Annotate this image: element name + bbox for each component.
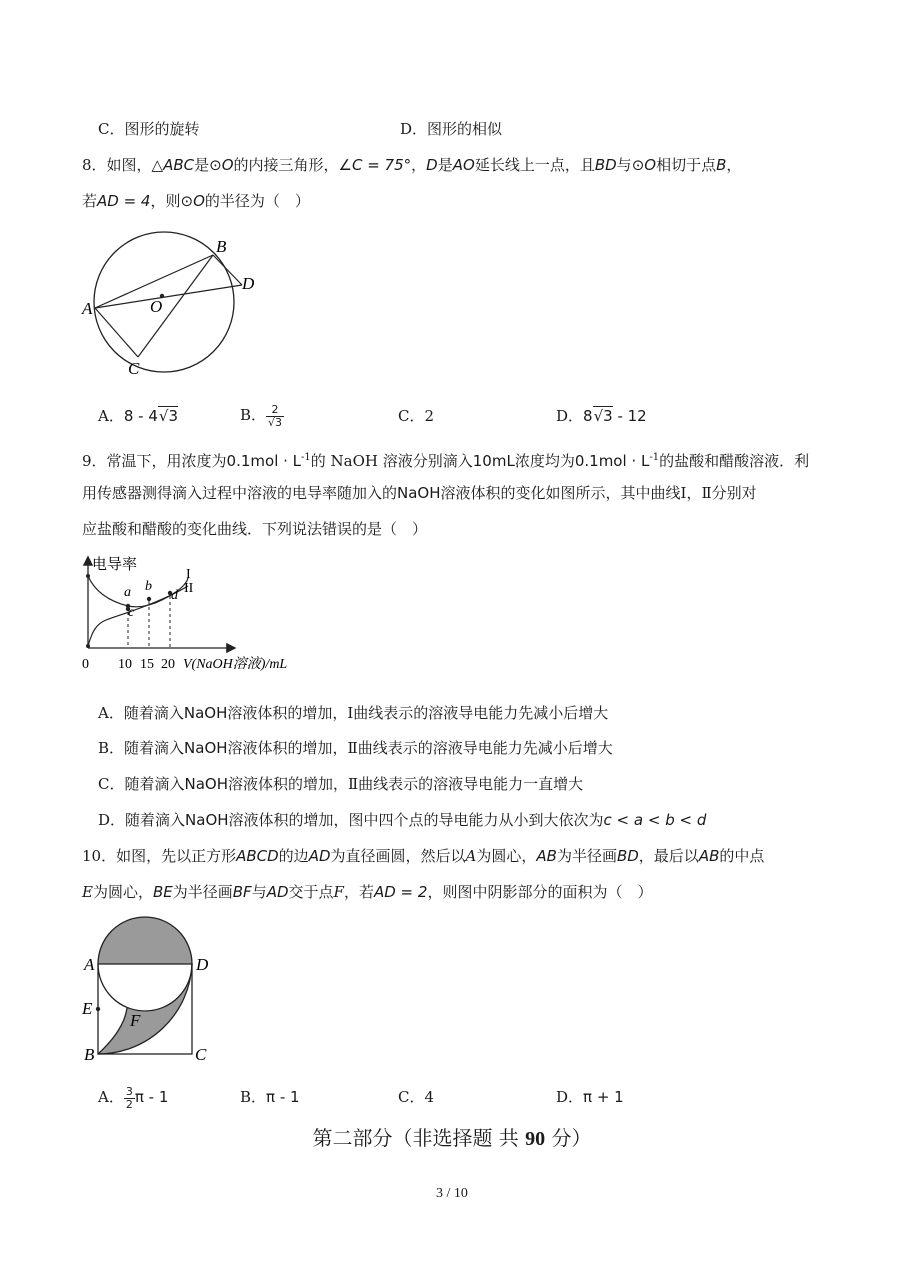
q9-origin: 0 <box>82 657 89 672</box>
q9-text: 9．常温下，用浓度为 <box>82 452 227 470</box>
q9-option-b-text: 溶液体积的增加，Ⅱ曲线表示的溶液导电能力先减小后增大 <box>227 739 613 757</box>
q10-option-b-value: π - 1 <box>266 1088 300 1106</box>
q8-option-a-radicand: 3 <box>168 407 178 425</box>
page-number: 3 / 10 <box>436 1186 468 1201</box>
q10-option-b-label: B． <box>240 1088 267 1106</box>
q9-concentration: 0.1mol · L <box>226 452 302 470</box>
q8-text: 的半径为（ ） <box>204 192 310 210</box>
q10-point-e: E <box>82 883 93 901</box>
q10-option-c <box>398 1086 434 1108</box>
q10-text: 为圆心， <box>476 847 537 865</box>
q8-option-d-radicand: 3 <box>603 407 613 425</box>
q8-ad-math: AD = 4 <box>97 192 151 210</box>
q10-text: 为半径画 <box>556 847 617 865</box>
q10-text: ，则图中阴影部分的面积为（ ） <box>427 883 653 901</box>
q9-naoh: NaOH <box>397 484 441 502</box>
q9-point-b-dot <box>147 597 151 601</box>
q8-text: 的内接三角形， <box>233 156 339 174</box>
q10-option-a-numerator: 3 <box>125 1084 133 1098</box>
q10-segment-ab: AB <box>536 847 557 865</box>
q9-option-c-text: 溶液体积的增加，Ⅱ曲线表示的溶液导电能力一直增大 <box>227 775 584 793</box>
q9-option-c-label: C．随着滴入 <box>98 775 185 793</box>
q8-option-b-fraction <box>266 404 284 429</box>
q9-label-b: b <box>145 579 152 594</box>
q10-label-f: F <box>130 1011 141 1030</box>
q9-option-d-label: D．随着滴入 <box>98 811 186 829</box>
q8-question-line1 <box>82 154 741 176</box>
q8-segment-bd: BD <box>594 156 617 174</box>
q10-text: 为半径画 <box>172 883 233 901</box>
q8-point-d: D <box>426 156 438 174</box>
q9-option-d-naoh: NaOH <box>185 811 229 829</box>
q8-option-c-label: C． <box>398 407 425 425</box>
section-heading-score: 90 <box>525 1128 546 1150</box>
q9-volume: 10mL <box>472 452 515 470</box>
q8-text: 延长线上一点，且 <box>474 156 595 174</box>
q8-option-b-radicand: 3 <box>275 415 283 429</box>
q9-option-b <box>98 737 613 759</box>
q8-text: 是 <box>437 156 453 174</box>
q9-option-c-naoh: NaOH <box>184 775 228 793</box>
q8-option-b-denominator: √3 <box>268 415 283 429</box>
q8-option-b <box>240 397 284 433</box>
q9-concentration: 0.1mol · L <box>574 452 650 470</box>
q9-label-c: c <box>128 605 135 620</box>
q9-superscript: -1 <box>649 452 660 463</box>
q9-option-a-naoh: NaOH <box>183 704 228 722</box>
q10-text: 的边 <box>278 847 309 865</box>
q8-text: 8．如图， <box>82 156 152 174</box>
q9-option-a <box>98 702 608 724</box>
q8-label-b: B <box>216 237 227 256</box>
q8-option-a <box>98 405 178 427</box>
q9-text: 的 NaOH 溶液分别滴入 <box>310 452 473 470</box>
q9-text: 浓度均为 <box>514 452 575 470</box>
q9-text: 用传感器测得滴入过程中溶液的电导率随加入的 <box>82 484 398 502</box>
q10-question-line1 <box>82 845 764 867</box>
q8-label-c: C <box>128 359 140 378</box>
q10-label-e: E <box>82 999 93 1018</box>
q10-option-a-label: A． <box>98 1088 124 1106</box>
q10-text: 为圆心， <box>92 883 153 901</box>
q10-option-a-fraction <box>124 1086 135 1111</box>
q8-line-ad <box>95 285 242 308</box>
q10-text: ，若 <box>343 883 374 901</box>
q9-question-line3: 应盐酸和醋酸的变化曲线．下列说法错误的是（ ） <box>82 520 428 538</box>
q8-label-d: D <box>242 274 255 293</box>
q9-option-b-naoh: NaOH <box>184 739 228 757</box>
q9-option-a-label: A．随着滴入 <box>98 704 184 722</box>
q10-option-d-label: D． <box>556 1088 584 1106</box>
q10-option-a-denominator: 2 <box>125 1097 133 1111</box>
q8-option-c <box>398 405 434 427</box>
q8-option-b-numerator: 2 <box>266 404 284 417</box>
q9-option-a-text: 溶液体积的增加，Ⅰ曲线表示的溶液导电能力先减小后增大 <box>227 704 609 722</box>
q9-label-curve-1: I <box>186 567 191 582</box>
q9-x-label: V(NaOH溶液)/mL <box>183 657 288 672</box>
q10-text: 的中点 <box>719 847 765 865</box>
q10-option-d <box>556 1086 624 1108</box>
q10-point-a: A <box>465 847 477 865</box>
q9-text: 的盐酸和醋酸溶液．利 <box>659 452 810 470</box>
q8-text: 若 <box>82 192 98 210</box>
q10-label-c: C <box>195 1045 207 1064</box>
q9-option-c <box>98 773 583 795</box>
q10-point-f: F <box>333 883 344 901</box>
q10-label-a: A <box>84 955 95 974</box>
q9-superscript: -1 <box>301 452 311 463</box>
q9-label-curve-2: II <box>184 581 194 596</box>
q10-label-d: D <box>196 955 209 974</box>
q8-text: ， <box>726 156 742 174</box>
q8-circle-math: ⊙O <box>209 156 234 174</box>
q10-label-b: B <box>84 1045 95 1064</box>
q8-option-d <box>556 405 647 427</box>
q9-curve-2-start <box>86 644 90 648</box>
q8-circle-figure <box>78 230 278 382</box>
q10-option-b <box>240 1086 300 1108</box>
q10-ad-math: AD = 2 <box>373 883 428 901</box>
q7-option-c: C．图形的旋转 <box>98 120 200 138</box>
q9-conductivity-chart <box>72 548 332 676</box>
q8-triangle-math: △ABC <box>151 156 195 174</box>
q9-label-d: d <box>171 588 178 603</box>
q8-circle-math: ⊙O <box>180 192 205 210</box>
q8-option-a-label: A． <box>98 407 124 425</box>
q8-text: ，则 <box>150 192 181 210</box>
q10-text: 10．如图，先以正方形 <box>82 847 237 865</box>
q10-segment-ab: AB <box>698 847 720 865</box>
section-heading-pre: 第二部分（非选择题 共 <box>312 1126 526 1150</box>
q9-tick-15: 15 <box>140 657 154 672</box>
q9-question-line2 <box>82 482 757 504</box>
q8-text: 相切于点 <box>656 156 717 174</box>
q8-option-c-value: 2 <box>424 407 435 425</box>
q8-circle-math: ⊙O <box>631 156 657 174</box>
q9-option-d <box>98 809 706 831</box>
q8-option-a-value: 8 - 4 <box>123 407 158 425</box>
q10-option-a-value: π - 1 <box>134 1088 169 1106</box>
section-heading <box>0 1124 904 1153</box>
q8-option-d-sqrt: √3 <box>593 407 613 425</box>
q8-circle <box>94 232 234 372</box>
q9-text: 溶液体积的变化如图所示，其中曲线Ⅰ，Ⅱ分别对 <box>440 484 757 502</box>
q10-text: 为直径画圆，然后以 <box>330 847 466 865</box>
q8-label-a: A <box>82 299 93 318</box>
q8-question-line2 <box>82 190 310 212</box>
q9-option-d-math: c < a < b < d <box>603 811 707 829</box>
q9-option-b-label: B．随着滴入 <box>98 739 185 757</box>
q8-text: 是 <box>194 156 210 174</box>
q10-option-a <box>98 1080 168 1114</box>
q8-option-b-label: B． <box>240 406 267 424</box>
q9-tick-10: 10 <box>118 657 132 672</box>
q9-tick-20: 20 <box>161 657 175 672</box>
section-heading-post: 分） <box>545 1126 592 1150</box>
q8-option-a-sqrt: √3 <box>158 407 178 425</box>
q10-option-d-value: π + 1 <box>583 1088 624 1106</box>
q8-text: ， <box>411 156 427 174</box>
q10-segment-ad: AD <box>308 847 331 865</box>
q8-point-b: B <box>716 156 727 174</box>
q10-arc-bf: BF <box>232 883 252 901</box>
q9-question-line1 <box>82 447 809 472</box>
q8-option-d-value: 8 <box>583 407 593 425</box>
q8-text: 与 <box>616 156 632 174</box>
q10-point-e-dot <box>96 1007 100 1011</box>
q8-segment-ao: AO <box>452 156 475 174</box>
q10-segment-be: BE <box>152 883 173 901</box>
q10-question-line2 <box>82 881 652 903</box>
q10-text: 交于点 <box>288 883 334 901</box>
q8-label-o: O <box>150 297 163 316</box>
q9-option-d-text: 溶液体积的增加，图中四个点的导电能力从小到大依次为 <box>228 811 604 829</box>
q7-option-d: D．图形的相似 <box>400 120 503 138</box>
q10-square: ABCD <box>236 847 279 865</box>
q10-square-figure <box>78 914 218 1066</box>
q9-label-a: a <box>124 585 131 600</box>
q10-arc-bd: BD <box>616 847 639 865</box>
q8-angle-math: ∠C = 75° <box>338 156 412 174</box>
q10-text: ，最后以 <box>638 847 699 865</box>
q10-segment-ad: AD <box>266 883 289 901</box>
q10-option-c-label: C． <box>398 1088 425 1106</box>
q8-option-d-tail: - 12 <box>612 407 647 425</box>
q10-shaded-region <box>98 917 192 1054</box>
q9-y-label: 电导率 <box>92 557 138 573</box>
q10-text: 与 <box>251 883 267 901</box>
q9-curve-1-start <box>86 574 90 578</box>
q8-line-bd <box>213 255 242 285</box>
q10-option-c-value: 4 <box>424 1088 435 1106</box>
q8-option-d-label: D． <box>556 407 584 425</box>
